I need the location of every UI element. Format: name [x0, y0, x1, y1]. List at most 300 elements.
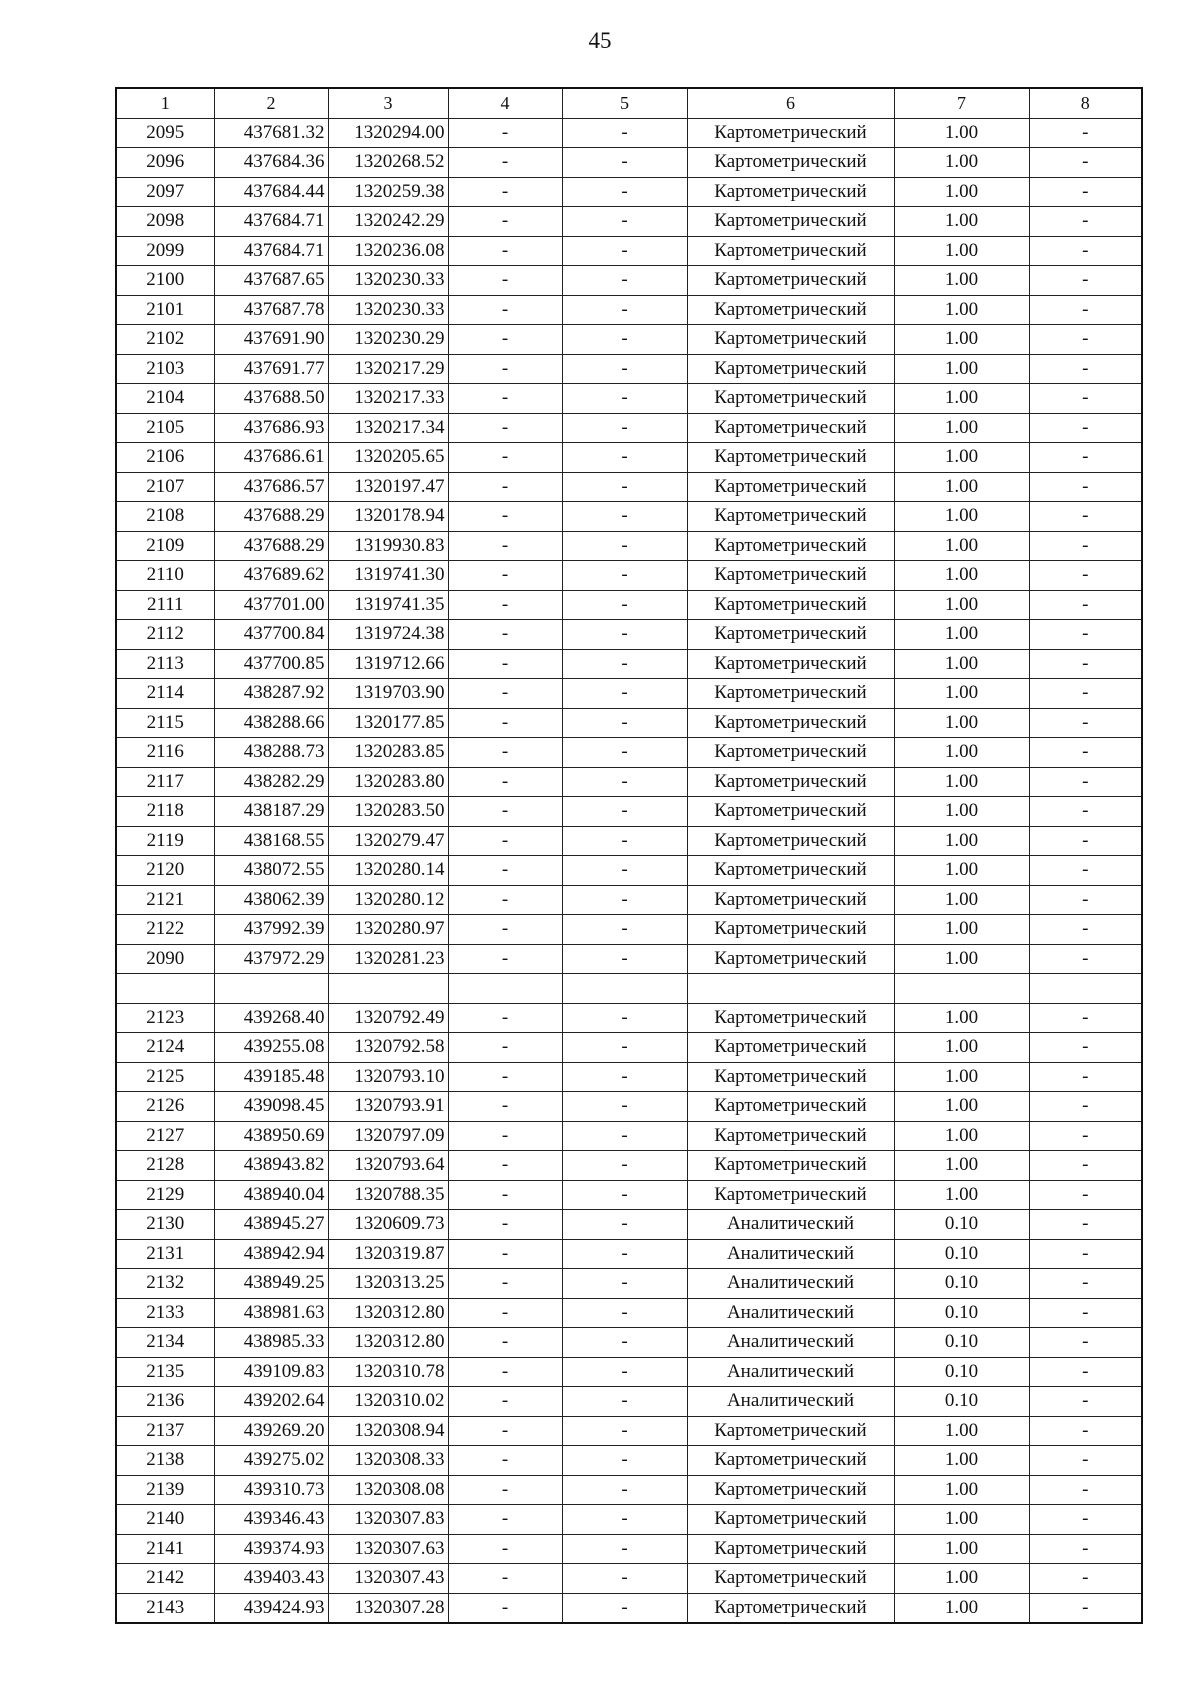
cell-col-5: - [562, 177, 687, 207]
cell-x-coordinate: 438949.25 [214, 1269, 328, 1299]
cell-method: Картометрический [687, 620, 894, 650]
cell-col-4: - [448, 1033, 562, 1063]
cell-x-coordinate: 437686.61 [214, 443, 328, 473]
table-row [116, 1446, 1142, 1476]
cell-x-coordinate: 437681.32 [214, 118, 328, 148]
cell-point-number: 2126 [116, 1092, 214, 1122]
cell-col-5: - [562, 1210, 687, 1240]
cell-accuracy: 1.00 [894, 679, 1029, 709]
cell-y-coordinate: 1320313.25 [328, 1269, 448, 1299]
cell-col-5: - [562, 443, 687, 473]
table-row [116, 1416, 1142, 1446]
cell-point-number: 2119 [116, 826, 214, 856]
cell-method: Картометрический [687, 1151, 894, 1181]
cell-col-8: - [1029, 1269, 1142, 1299]
table-row [116, 649, 1142, 679]
cell-col-8: - [1029, 502, 1142, 532]
cell-col-8: - [1029, 354, 1142, 384]
cell-x-coordinate: 439374.93 [214, 1534, 328, 1564]
cell-accuracy [894, 974, 1029, 1004]
cell-y-coordinate: 1320268.52 [328, 148, 448, 178]
cell-col-8: - [1029, 944, 1142, 974]
cell-y-coordinate: 1320217.34 [328, 413, 448, 443]
cell-accuracy: 0.10 [894, 1387, 1029, 1417]
table-row [116, 679, 1142, 709]
cell-method: Картометрический [687, 679, 894, 709]
cell-col-4: - [448, 1387, 562, 1417]
cell-method: Аналитический [687, 1387, 894, 1417]
table-row [116, 974, 1142, 1004]
cell-y-coordinate: 1320283.85 [328, 738, 448, 768]
cell-col-5: - [562, 413, 687, 443]
cell-x-coordinate: 438940.04 [214, 1180, 328, 1210]
cell-point-number: 2135 [116, 1357, 214, 1387]
cell-x-coordinate: 437684.44 [214, 177, 328, 207]
cell-method: Картометрический [687, 1121, 894, 1151]
cell-method: Картометрический [687, 561, 894, 591]
cell-col-5: - [562, 295, 687, 325]
table-row [116, 826, 1142, 856]
cell-method: Картометрический [687, 266, 894, 296]
cell-y-coordinate: 1320279.47 [328, 826, 448, 856]
cell-y-coordinate: 1320793.64 [328, 1151, 448, 1181]
cell-y-coordinate: 1320308.33 [328, 1446, 448, 1476]
cell-x-coordinate: 439185.48 [214, 1062, 328, 1092]
cell-method: Картометрический [687, 502, 894, 532]
cell-accuracy: 1.00 [894, 944, 1029, 974]
cell-col-5: - [562, 1121, 687, 1151]
cell-col-8: - [1029, 856, 1142, 886]
cell-col-5: - [562, 118, 687, 148]
cell-x-coordinate: 437688.29 [214, 531, 328, 561]
cell-col-5: - [562, 266, 687, 296]
cell-col-4: - [448, 1062, 562, 1092]
cell-point-number: 2142 [116, 1564, 214, 1594]
cell-point-number: 2098 [116, 207, 214, 237]
cell-col-8: - [1029, 649, 1142, 679]
cell-accuracy: 1.00 [894, 1416, 1029, 1446]
cell-y-coordinate [328, 974, 448, 1004]
cell-point-number: 2121 [116, 885, 214, 915]
cell-x-coordinate: 438943.82 [214, 1151, 328, 1181]
cell-col-4: - [448, 944, 562, 974]
cell-x-coordinate: 437684.71 [214, 207, 328, 237]
cell-point-number: 2117 [116, 767, 214, 797]
cell-col-4: - [448, 679, 562, 709]
cell-x-coordinate: 437688.29 [214, 502, 328, 532]
table-row [116, 1180, 1142, 1210]
cell-col-4: - [448, 1505, 562, 1535]
cell-col-5: - [562, 1328, 687, 1358]
table-row [116, 1564, 1142, 1594]
cell-col-4: - [448, 177, 562, 207]
cell-accuracy: 1.00 [894, 590, 1029, 620]
column-header-4: 4 [448, 88, 562, 118]
cell-y-coordinate: 1320307.43 [328, 1564, 448, 1594]
cell-method: Картометрический [687, 738, 894, 768]
cell-y-coordinate: 1320310.02 [328, 1387, 448, 1417]
cell-col-8: - [1029, 679, 1142, 709]
cell-x-coordinate: 439403.43 [214, 1564, 328, 1594]
cell-col-4: - [448, 118, 562, 148]
cell-method: Картометрический [687, 443, 894, 473]
cell-point-number: 2113 [116, 649, 214, 679]
cell-x-coordinate: 439310.73 [214, 1475, 328, 1505]
cell-point-number: 2109 [116, 531, 214, 561]
cell-method: Картометрический [687, 531, 894, 561]
cell-col-8: - [1029, 1593, 1142, 1623]
cell-col-8: - [1029, 236, 1142, 266]
cell-col-4: - [448, 767, 562, 797]
cell-col-4: - [448, 1593, 562, 1623]
cell-col-4: - [448, 797, 562, 827]
cell-col-8: - [1029, 177, 1142, 207]
cell-method: Картометрический [687, 413, 894, 443]
cell-col-4: - [448, 295, 562, 325]
table-row [116, 1210, 1142, 1240]
cell-col-8: - [1029, 1534, 1142, 1564]
table-body [116, 118, 1142, 1623]
cell-x-coordinate: 438187.29 [214, 797, 328, 827]
cell-accuracy: 1.00 [894, 1564, 1029, 1594]
cell-point-number: 2100 [116, 266, 214, 296]
cell-accuracy: 1.00 [894, 915, 1029, 945]
table-row [116, 413, 1142, 443]
cell-col-5: - [562, 856, 687, 886]
cell-method: Картометрический [687, 118, 894, 148]
cell-col-4 [448, 974, 562, 1004]
cell-col-4: - [448, 1151, 562, 1181]
cell-x-coordinate: 438168.55 [214, 826, 328, 856]
cell-y-coordinate: 1320197.47 [328, 472, 448, 502]
table-row [116, 885, 1142, 915]
cell-point-number: 2101 [116, 295, 214, 325]
cell-y-coordinate: 1320280.12 [328, 885, 448, 915]
cell-x-coordinate [214, 974, 328, 1004]
cell-accuracy: 1.00 [894, 708, 1029, 738]
cell-col-5: - [562, 620, 687, 650]
cell-y-coordinate: 1320280.14 [328, 856, 448, 886]
cell-col-4: - [448, 354, 562, 384]
cell-col-8: - [1029, 1033, 1142, 1063]
cell-col-4: - [448, 1446, 562, 1476]
cell-col-5 [562, 974, 687, 1004]
cell-method: Картометрический [687, 354, 894, 384]
cell-col-5: - [562, 1505, 687, 1535]
cell-col-8: - [1029, 325, 1142, 355]
cell-point-number: 2120 [116, 856, 214, 886]
cell-col-5: - [562, 590, 687, 620]
cell-col-4: - [448, 1298, 562, 1328]
cell-accuracy: 1.00 [894, 561, 1029, 591]
cell-col-8: - [1029, 1357, 1142, 1387]
cell-col-4: - [448, 1121, 562, 1151]
cell-method: Картометрический [687, 649, 894, 679]
cell-col-4: - [448, 443, 562, 473]
cell-y-coordinate: 1319741.35 [328, 590, 448, 620]
cell-col-5: - [562, 1298, 687, 1328]
cell-col-8: - [1029, 1564, 1142, 1594]
cell-col-8: - [1029, 1446, 1142, 1476]
cell-col-5: - [562, 1269, 687, 1299]
table-row [116, 384, 1142, 414]
table-row [116, 148, 1142, 178]
cell-col-5: - [562, 1446, 687, 1476]
cell-col-8: - [1029, 738, 1142, 768]
cell-y-coordinate: 1320319.87 [328, 1239, 448, 1269]
cell-accuracy: 1.00 [894, 1446, 1029, 1476]
cell-y-coordinate: 1320259.38 [328, 177, 448, 207]
cell-x-coordinate: 437992.39 [214, 915, 328, 945]
page-number: 45 [588, 28, 612, 53]
cell-x-coordinate: 438288.66 [214, 708, 328, 738]
cell-point-number: 2140 [116, 1505, 214, 1535]
cell-accuracy: 1.00 [894, 1151, 1029, 1181]
cell-col-8: - [1029, 1387, 1142, 1417]
table-row [116, 590, 1142, 620]
cell-col-5: - [562, 797, 687, 827]
cell-x-coordinate: 438945.27 [214, 1210, 328, 1240]
cell-method: Картометрический [687, 708, 894, 738]
cell-point-number: 2137 [116, 1416, 214, 1446]
cell-method: Картометрический [687, 236, 894, 266]
cell-accuracy: 1.00 [894, 1121, 1029, 1151]
cell-col-5: - [562, 561, 687, 591]
cell-y-coordinate: 1320294.00 [328, 118, 448, 148]
cell-col-4: - [448, 1269, 562, 1299]
cell-accuracy: 1.00 [894, 1475, 1029, 1505]
table-row [116, 1534, 1142, 1564]
column-header-2: 2 [214, 88, 328, 118]
cell-method: Картометрический [687, 1062, 894, 1092]
cell-method [687, 974, 894, 1004]
table-row [116, 295, 1142, 325]
cell-y-coordinate: 1320609.73 [328, 1210, 448, 1240]
cell-point-number: 2097 [116, 177, 214, 207]
cell-point-number: 2106 [116, 443, 214, 473]
cell-point-number: 2114 [116, 679, 214, 709]
cell-x-coordinate: 437701.00 [214, 590, 328, 620]
cell-accuracy: 1.00 [894, 354, 1029, 384]
cell-col-8: - [1029, 826, 1142, 856]
cell-col-5: - [562, 1593, 687, 1623]
cell-y-coordinate: 1320307.63 [328, 1534, 448, 1564]
cell-col-4: - [448, 1534, 562, 1564]
cell-col-5: - [562, 826, 687, 856]
table-row [116, 502, 1142, 532]
table-row [116, 1092, 1142, 1122]
cell-y-coordinate: 1320797.09 [328, 1121, 448, 1151]
cell-method: Картометрический [687, 767, 894, 797]
cell-x-coordinate: 437700.85 [214, 649, 328, 679]
cell-col-5: - [562, 708, 687, 738]
table-row [116, 354, 1142, 384]
cell-col-8: - [1029, 1239, 1142, 1269]
table-row [116, 1033, 1142, 1063]
table-row [116, 443, 1142, 473]
cell-point-number: 2143 [116, 1593, 214, 1623]
cell-method: Картометрический [687, 944, 894, 974]
cell-point-number: 2102 [116, 325, 214, 355]
column-header-7: 7 [894, 88, 1029, 118]
cell-accuracy: 1.00 [894, 413, 1029, 443]
cell-method: Картометрический [687, 915, 894, 945]
cell-accuracy: 1.00 [894, 649, 1029, 679]
cell-point-number: 2112 [116, 620, 214, 650]
cell-method: Картометрический [687, 856, 894, 886]
cell-accuracy: 1.00 [894, 1534, 1029, 1564]
cell-x-coordinate: 437688.50 [214, 384, 328, 414]
cell-x-coordinate: 437689.62 [214, 561, 328, 591]
cell-y-coordinate: 1320283.50 [328, 797, 448, 827]
cell-x-coordinate: 437687.78 [214, 295, 328, 325]
table-row [116, 767, 1142, 797]
table-row [116, 118, 1142, 148]
cell-accuracy: 1.00 [894, 1033, 1029, 1063]
cell-y-coordinate: 1320312.80 [328, 1298, 448, 1328]
cell-col-5: - [562, 649, 687, 679]
cell-col-4: - [448, 413, 562, 443]
cell-accuracy: 0.10 [894, 1210, 1029, 1240]
cell-col-4: - [448, 708, 562, 738]
cell-accuracy: 1.00 [894, 177, 1029, 207]
cell-point-number: 2090 [116, 944, 214, 974]
cell-y-coordinate: 1320307.28 [328, 1593, 448, 1623]
cell-col-5: - [562, 236, 687, 266]
cell-point-number: 2125 [116, 1062, 214, 1092]
cell-point-number: 2105 [116, 413, 214, 443]
cell-col-4: - [448, 738, 562, 768]
table-row [116, 1357, 1142, 1387]
cell-method: Картометрический [687, 177, 894, 207]
cell-x-coordinate: 437686.57 [214, 472, 328, 502]
table-row [116, 266, 1142, 296]
column-header-1: 1 [116, 88, 214, 118]
cell-col-8: - [1029, 443, 1142, 473]
cell-col-5: - [562, 207, 687, 237]
cell-col-8: - [1029, 708, 1142, 738]
cell-x-coordinate: 439268.40 [214, 1003, 328, 1033]
cell-point-number: 2132 [116, 1269, 214, 1299]
cell-y-coordinate: 1320230.33 [328, 295, 448, 325]
cell-x-coordinate: 437684.71 [214, 236, 328, 266]
cell-col-4: - [448, 207, 562, 237]
cell-method: Картометрический [687, 1180, 894, 1210]
table-row [116, 1298, 1142, 1328]
cell-x-coordinate: 437972.29 [214, 944, 328, 974]
cell-x-coordinate: 437686.93 [214, 413, 328, 443]
cell-col-8: - [1029, 384, 1142, 414]
cell-x-coordinate: 437691.77 [214, 354, 328, 384]
cell-accuracy: 1.00 [894, 295, 1029, 325]
cell-col-8: - [1029, 1210, 1142, 1240]
cell-method: Картометрический [687, 1564, 894, 1594]
column-header-5: 5 [562, 88, 687, 118]
cell-accuracy: 1.00 [894, 767, 1029, 797]
cell-method: Картометрический [687, 1534, 894, 1564]
cell-point-number: 2130 [116, 1210, 214, 1240]
cell-point-number: 2096 [116, 148, 214, 178]
cell-method: Аналитический [687, 1210, 894, 1240]
cell-col-4: - [448, 384, 562, 414]
cell-x-coordinate: 439346.43 [214, 1505, 328, 1535]
cell-x-coordinate: 438985.33 [214, 1328, 328, 1358]
cell-col-8: - [1029, 590, 1142, 620]
cell-col-4: - [448, 561, 562, 591]
cell-col-8: - [1029, 295, 1142, 325]
cell-col-4: - [448, 620, 562, 650]
cell-col-8: - [1029, 118, 1142, 148]
cell-x-coordinate: 437691.90 [214, 325, 328, 355]
cell-accuracy: 1.00 [894, 1180, 1029, 1210]
cell-col-8: - [1029, 1121, 1142, 1151]
cell-method: Картометрический [687, 148, 894, 178]
cell-col-4: - [448, 1564, 562, 1594]
cell-accuracy: 0.10 [894, 1269, 1029, 1299]
cell-y-coordinate: 1320788.35 [328, 1180, 448, 1210]
cell-y-coordinate: 1320312.80 [328, 1328, 448, 1358]
cell-x-coordinate: 438072.55 [214, 856, 328, 886]
cell-y-coordinate: 1320177.85 [328, 708, 448, 738]
cell-y-coordinate: 1320310.78 [328, 1357, 448, 1387]
cell-method: Картометрический [687, 1092, 894, 1122]
cell-method: Аналитический [687, 1239, 894, 1269]
cell-point-number: 2111 [116, 590, 214, 620]
table-row [116, 1593, 1142, 1623]
cell-x-coordinate: 438288.73 [214, 738, 328, 768]
cell-col-5: - [562, 502, 687, 532]
cell-point-number: 2138 [116, 1446, 214, 1476]
cell-accuracy: 1.00 [894, 207, 1029, 237]
cell-y-coordinate: 1320793.10 [328, 1062, 448, 1092]
cell-y-coordinate: 1320236.08 [328, 236, 448, 266]
table-row [116, 1003, 1142, 1033]
cell-col-8: - [1029, 1505, 1142, 1535]
cell-col-4: - [448, 1180, 562, 1210]
cell-col-4: - [448, 1475, 562, 1505]
cell-method: Картометрический [687, 1446, 894, 1476]
cell-accuracy: 1.00 [894, 856, 1029, 886]
cell-method: Картометрический [687, 1003, 894, 1033]
cell-col-4: - [448, 1092, 562, 1122]
cell-accuracy: 1.00 [894, 1003, 1029, 1033]
cell-method: Аналитический [687, 1269, 894, 1299]
table-row [116, 1505, 1142, 1535]
cell-col-5: - [562, 944, 687, 974]
cell-y-coordinate: 1320217.33 [328, 384, 448, 414]
cell-point-number: 2116 [116, 738, 214, 768]
cell-y-coordinate: 1320281.23 [328, 944, 448, 974]
cell-accuracy: 1.00 [894, 118, 1029, 148]
cell-point-number: 2133 [116, 1298, 214, 1328]
column-header-3: 3 [328, 88, 448, 118]
cell-col-5: - [562, 354, 687, 384]
cell-col-8: - [1029, 1416, 1142, 1446]
cell-col-5: - [562, 1387, 687, 1417]
cell-accuracy: 1.00 [894, 826, 1029, 856]
cell-col-4: - [448, 236, 562, 266]
cell-method: Картометрический [687, 797, 894, 827]
cell-accuracy: 0.10 [894, 1298, 1029, 1328]
cell-y-coordinate: 1319712.66 [328, 649, 448, 679]
cell-y-coordinate: 1320280.97 [328, 915, 448, 945]
cell-method: Картометрический [687, 1475, 894, 1505]
cell-x-coordinate: 438942.94 [214, 1239, 328, 1269]
cell-col-8: - [1029, 1151, 1142, 1181]
cell-col-5: - [562, 1033, 687, 1063]
cell-method: Картометрический [687, 207, 894, 237]
cell-col-8: - [1029, 561, 1142, 591]
